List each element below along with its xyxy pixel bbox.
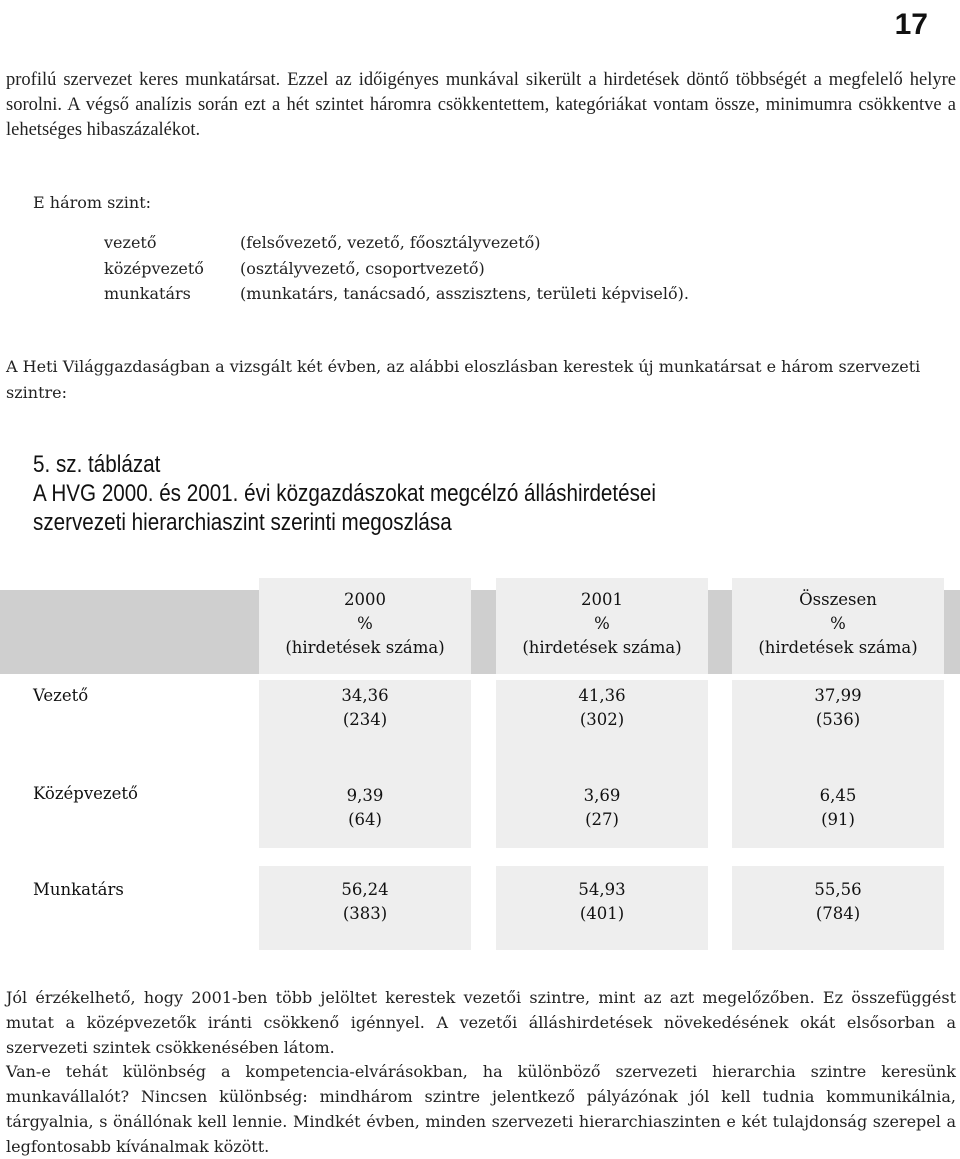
cell-count: (27) xyxy=(585,810,619,829)
level-name: középvezető xyxy=(104,259,204,278)
page-number: 17 xyxy=(894,8,928,41)
level-name: munkatárs xyxy=(104,284,191,303)
level-name: vezető xyxy=(104,233,157,252)
column-count-label: (hirdetések száma) xyxy=(285,638,445,657)
level-row xyxy=(104,259,485,278)
column-count-label: (hirdetések száma) xyxy=(522,638,682,657)
table-cell xyxy=(496,680,708,764)
cell-percent: 54,93 xyxy=(578,880,626,899)
column-header-2001 xyxy=(496,578,708,674)
level-row xyxy=(104,284,689,303)
table-cell xyxy=(732,680,944,764)
column-year: 2001 xyxy=(581,590,623,609)
column-unit: % xyxy=(594,614,610,633)
cell-percent: 9,39 xyxy=(346,786,384,805)
column-count-label: (hirdetések száma) xyxy=(758,638,918,657)
table-cell xyxy=(259,866,471,950)
cell-count: (234) xyxy=(342,710,388,729)
row-label: Munkatárs xyxy=(33,880,124,899)
cell-percent: 6,45 xyxy=(819,786,857,805)
cell-count: (302) xyxy=(579,710,625,729)
cell-count: (536) xyxy=(815,710,861,729)
cell-percent: 34,36 xyxy=(341,686,389,705)
table-cell xyxy=(496,866,708,950)
data-table xyxy=(0,578,960,958)
cell-percent: 56,24 xyxy=(341,880,389,899)
table-caption xyxy=(33,450,656,537)
cell-percent: 55,56 xyxy=(814,880,862,899)
column-header-total xyxy=(732,578,944,674)
table-cell xyxy=(259,764,471,848)
table-cell xyxy=(259,680,471,764)
cell-count: (383) xyxy=(342,904,388,923)
level-description: (felsővezető, vezető, főosztályvezető) xyxy=(240,233,541,252)
hvg-paragraph: A Heti Világgazdaságban a vizsgált két évben, az alábbi eloszlásban kerestek új munkatársat e három szervezeti szintre: xyxy=(6,357,921,402)
table-subtitle: szervezeti hierarchiaszint szerinti megoszlása xyxy=(33,509,452,536)
column-year: Összesen xyxy=(799,590,877,609)
table-cell xyxy=(496,764,708,848)
table-cell xyxy=(732,866,944,950)
levels-intro: E három szint: xyxy=(33,193,152,212)
column-header-2000 xyxy=(259,578,471,674)
cell-count: (91) xyxy=(821,810,855,829)
row-label: Középvezető xyxy=(33,784,138,803)
table-cell xyxy=(732,764,944,848)
level-description: (munkatárs, tanácsadó, asszisztens, területi képviselő). xyxy=(240,284,689,303)
cell-percent: 37,99 xyxy=(814,686,862,705)
cell-count: (401) xyxy=(579,904,625,923)
row-label: Vezető xyxy=(33,686,89,705)
column-unit: % xyxy=(830,614,846,633)
level-row xyxy=(104,233,541,252)
cell-count: (64) xyxy=(348,810,382,829)
cell-count: (784) xyxy=(815,904,861,923)
level-description: (osztályvezető, csoportvezető) xyxy=(240,259,485,278)
conclusion-paragraph: Jól érzékelhető, hogy 2001-ben több jelöltet kerestek vezetői szintre, mint az azt megelőzőben. Ez összefüggést mutat a középvezetők iránti csökkenő igénnyel. A vezetői álláshirdetések növekedésének okát elsősorban a szervezeti szintek csökkenésében látom. xyxy=(6,988,956,1057)
table-title: A HVG 2000. és 2001. évi közgazdászokat megcélzó álláshirdetései xyxy=(33,480,657,507)
column-unit: % xyxy=(357,614,373,633)
cell-percent: 3,69 xyxy=(583,786,621,805)
column-year: 2000 xyxy=(344,590,386,609)
table-number: 5. sz. táblázat xyxy=(33,451,161,478)
cell-percent: 41,36 xyxy=(578,686,626,705)
question-paragraph: Van-e tehát különbség a kompetencia-elvárásokban, ha különböző szervezeti hierarchia szintre keresünk munkavállalót? Nincsen különbség: mindhárom szintre jelentkező pályázónak jól kell tudnia kommunikálnia, tárgyalnia, s önállónak kell lennie. Mindkét évben, minden szervezeti hierarchiaszinten e két tulajdonság szerepel a legfontosabb kívánalmak között. xyxy=(6,1062,956,1156)
intro-paragraph: profilú szervezet keres munkatársat. Ezzel az időigényes munkával sikerült a hirdetések döntő többségét a megfelelő helyre sorolni. A végső analízis során ezt a hét szintet háromra csökkentettem, kategóriákat vontam össze, minimumra csökkentve a lehetséges hibaszázalékot. xyxy=(6,70,956,140)
